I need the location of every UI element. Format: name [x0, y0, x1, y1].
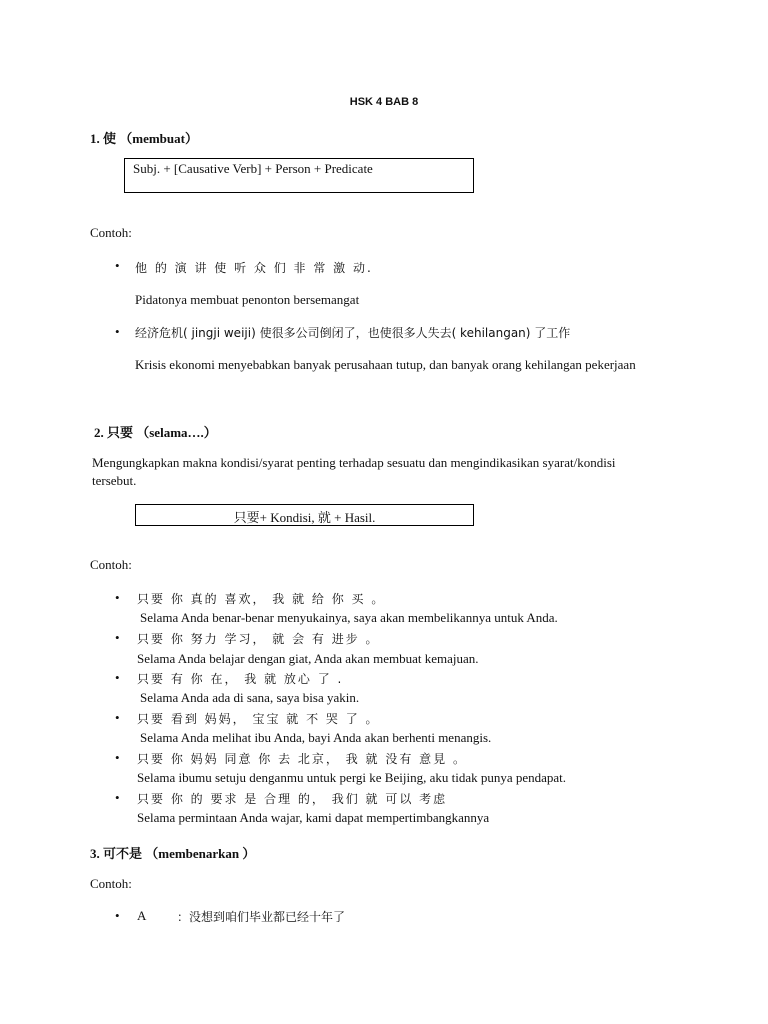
s3-example-1-speaker: A	[137, 908, 147, 923]
bullet-icon: •	[115, 670, 120, 685]
s1-example-2-chinese: 经济危机( jingji weiji) 使很多公司倒闭了，也使很多人失去( kehilangan) 了工作	[135, 326, 571, 340]
s2-example-6-chinese: 只要 你 的 要求 是 合理 的， 我们 就 可以 考虑	[137, 792, 448, 806]
section-2-formula-box	[135, 504, 474, 526]
section-1-heading: 1. 使 （membuat）	[90, 131, 198, 146]
bullet-icon: •	[115, 790, 120, 805]
s2-example-3-translation: Selama Anda ada di sana, saya bisa yakin.	[140, 690, 360, 705]
s2-example-1-translation: Selama Anda benar-benar menyukainya, saya akan membelikannya untuk Anda.	[140, 610, 558, 625]
section-2-description-line1: Mengungkapkan makna kondisi/syarat penting terhadap sesuatu dan mengindikasikan syarat/kondisi	[92, 455, 616, 470]
s2-example-5-chinese: 只要 你 妈妈 同意 你 去 北京， 我 就 没有 意見 。	[137, 752, 467, 766]
s2-example-2-translation: Selama Anda belajar dengan giat, Anda akan membuat kemajuan.	[137, 651, 479, 666]
bullet-icon: •	[115, 630, 120, 645]
bullet-icon: •	[115, 908, 120, 923]
section-3-heading: 3. 可不是 （membenarkan ）	[90, 846, 256, 861]
section-2-description-line2: tersebut.	[92, 473, 137, 488]
s2-example-4-translation: Selama Anda melihat ibu Anda, bayi Anda akan berhenti menangis.	[140, 730, 492, 745]
section-1-formula: Subj. + [Causative Verb] + Person + Predicate	[133, 161, 373, 176]
s1-example-1-chinese: 他 的 演 讲 使 听 众 们 非 常 激 动.	[135, 261, 373, 275]
bullet-icon: •	[115, 750, 120, 765]
document-title: HSK 4 BAB 8	[349, 96, 419, 108]
section-3-contoh-label: Contoh:	[90, 876, 132, 891]
section-2-formula: 只要+ Kondisi, 就 + Hasil.	[233, 510, 376, 525]
s2-example-4-chinese: 只要 看到 妈妈， 宝宝 就 不 哭 了 。	[137, 712, 380, 726]
bullet-icon: •	[115, 324, 120, 339]
s1-example-2-translation: Krisis ekonomi menyebabkan banyak perusahaan tutup, dan banyak orang kehilangan pekerjaan	[135, 357, 636, 372]
s2-example-6-translation: Selama permintaan Anda wajar, kami dapat mempertimbangkannya	[137, 810, 490, 825]
section-2-contoh-label: Contoh:	[90, 557, 132, 572]
section-2-heading: 2. 只要 （selama….）	[94, 425, 217, 440]
s2-example-5-translation: Selama ibumu setuju denganmu untuk pergi ke Beijing, aku tidak punya pendapat.	[137, 770, 567, 785]
section-1-contoh-label: Contoh:	[90, 225, 132, 240]
s1-example-1-translation: Pidatonya membuat penonton bersemangat	[135, 292, 360, 307]
bullet-icon: •	[115, 590, 120, 605]
s2-example-1-chinese: 只要 你 真的 喜欢， 我 就 给 你 买 。	[137, 592, 386, 606]
bullet-icon: •	[115, 710, 120, 725]
bullet-icon: •	[115, 258, 120, 273]
s3-example-1-chinese: ：没想到咱们毕业都已经十年了	[177, 910, 346, 924]
section-1-formula-box	[124, 158, 474, 193]
s2-example-3-chinese: 只要 有 你 在， 我 就 放心 了 .	[137, 672, 344, 686]
s2-example-2-chinese: 只要 你 努力 学习， 就 会 有 进步 。	[137, 632, 380, 646]
